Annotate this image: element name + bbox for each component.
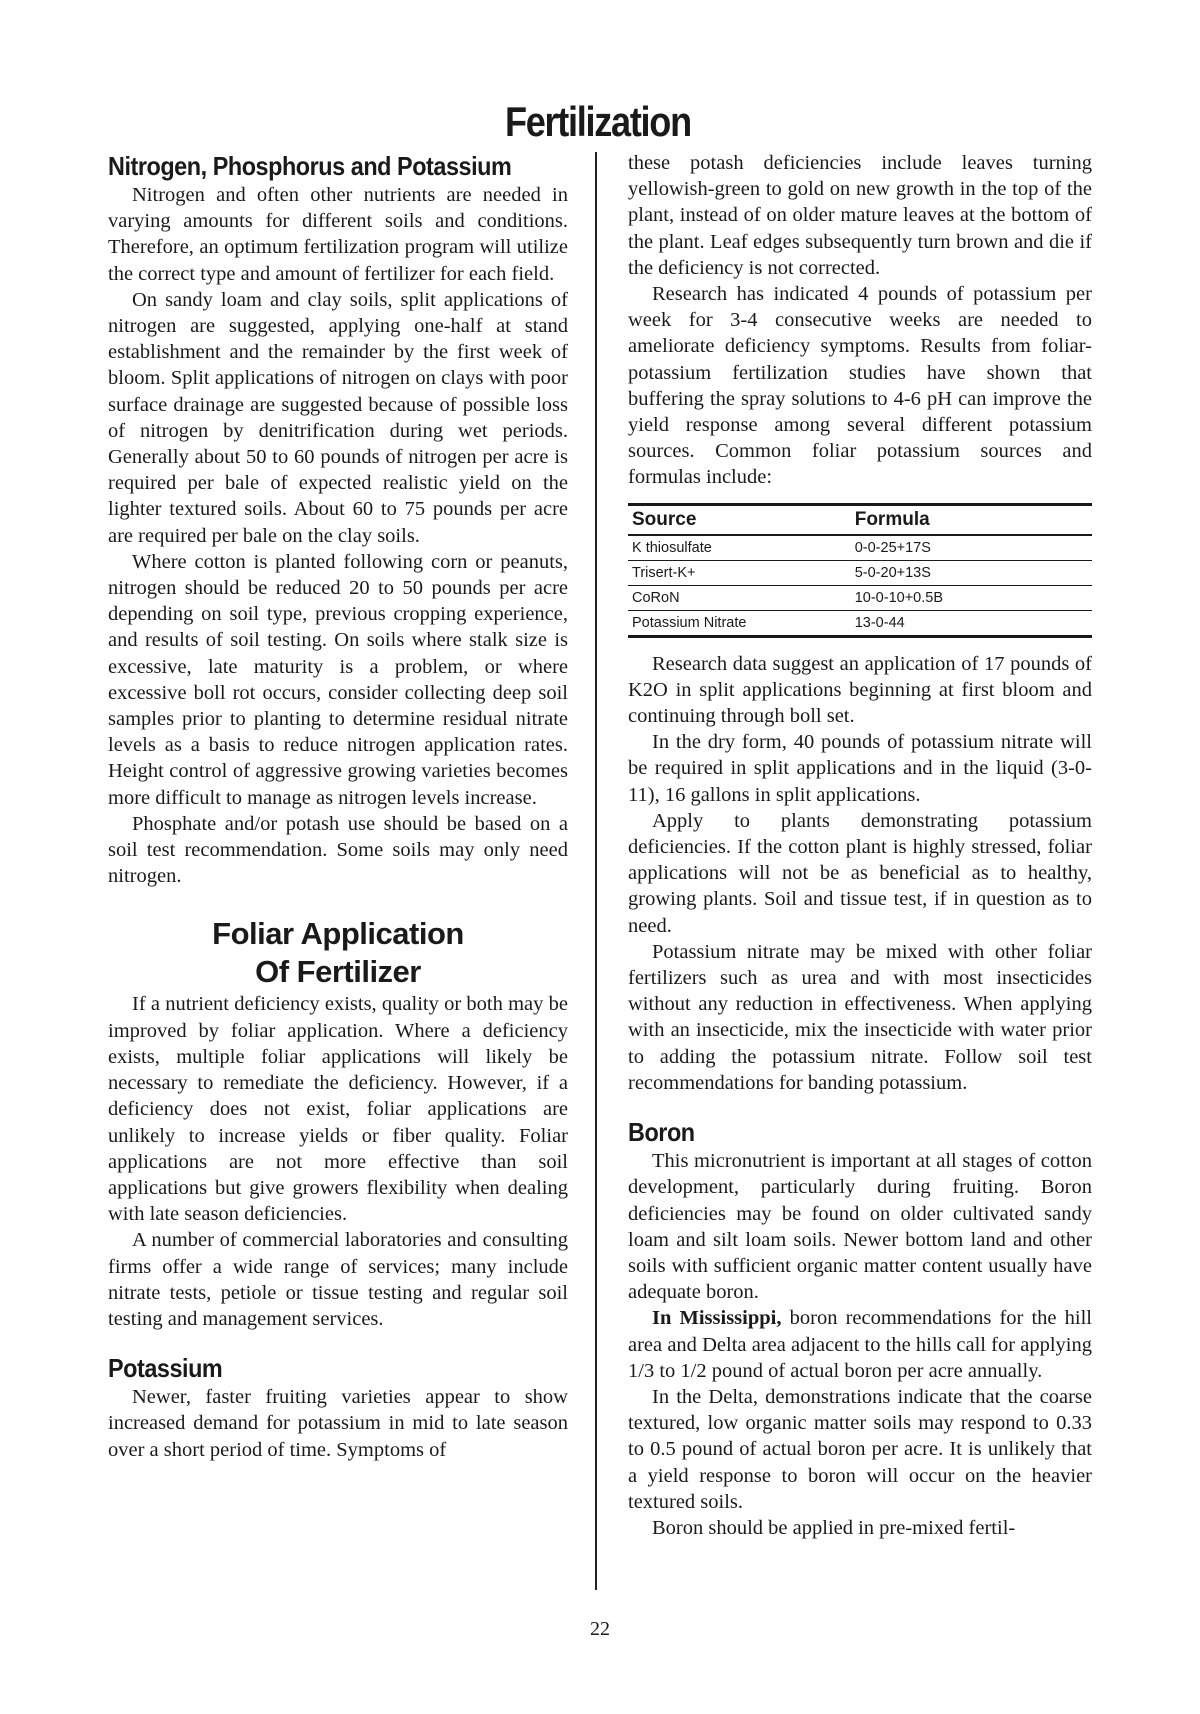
right-column (628, 150, 1092, 1541)
boron-paragraph-3: In the Delta, demonstrations indicate that the coarse textured, low organic matter soils may respond to 0.33 to 0.5 pound of actual boron per acre. It is unlikely that a yield response to boron will occur on the heavier textured soils. (628, 1385, 1092, 1513)
foliar-paragraph-2: A number of commercial laboratories and consulting firms offer a wide range of services; many include nitrate tests, petiole or tissue testing and regular soil testing and management services. (108, 1229, 568, 1330)
page-title: Fertilization (504, 98, 691, 145)
section-heading-boron: Boron (628, 1117, 695, 1148)
section-heading-potassium: Potassium (108, 1353, 223, 1384)
potassium-cont-paragraph-2: Research has indicated 4 pounds of potassium per week for 3-4 consecutive weeks are needed to ameliorate deficiency symptoms. Results from foliar-potassium fertilization studies have shown that buffering the spray solutions to 4-6 pH can improve the yield response among several different potassium sources. Common foliar potassium sources and formulas include: (628, 283, 1092, 489)
table-cell-formula: 5-0-20+13S (851, 560, 1092, 585)
table-cell-source: Trisert-K+ (628, 560, 851, 585)
table-row (628, 585, 1092, 610)
potassium-after-paragraph-2: In the dry form, 40 pounds of potassium nitrate will be required in split applications and in the liquid (3-0-11), 16 gallons in split applications. (628, 731, 1092, 806)
table-cell-source: K thiosulfate (628, 535, 851, 561)
table-cell-formula: 13-0-44 (851, 610, 1092, 636)
section-heading-npk: Nitrogen, Phosphorus and Potassium (108, 151, 512, 181)
table-row (628, 535, 1092, 561)
boron-paragraph-2-rest: boron recommendations for the hill area and Delta area adjacent to the hills call for applying 1/3 to 1/2 pound of actual boron per acre annually. (628, 1307, 1092, 1382)
potassium-after-paragraph-3: Apply to plants demonstrating potassium deficiencies. If the cotton plant is highly stressed, foliar applications will not be as beneficial as to healthy, growing plants. Soil and tissue test, if in question as to need. (628, 809, 1092, 937)
potassium-sources-table (628, 503, 1092, 638)
potassium-after-paragraph-4: Potassium nitrate may be mixed with other foliar fertilizers such as urea and with most insecticides without any reduction in effectiveness. When applying with an insecticide, mix the insecticide with water prior to adding the potassium nitrate. Follow soil test recommendations for banding potassium. (628, 940, 1092, 1094)
table-cell-formula: 0-0-25+17S (851, 535, 1092, 561)
boron-paragraph-4: Boron should be applied in pre-mixed fertil- (652, 1516, 1016, 1539)
column-divider (595, 152, 597, 1590)
table-row (628, 610, 1092, 636)
npk-paragraph-4: Phosphate and/or potash use should be based on a soil test recommendation. Some soils may only need nitrogen. (108, 812, 568, 888)
left-column (108, 150, 568, 1463)
section-heading-foliar-line1: Foliar Application (212, 916, 464, 952)
npk-paragraph-1: Nitrogen and often other nutrients are needed in varying amounts for different soils and conditions. Therefore, an optimum fertilization program will utilize the correct type and amount of fertilizer for each field. (108, 184, 568, 285)
table-header-formula: Formula (851, 504, 1092, 535)
boron-paragraph-2 (628, 1305, 1092, 1384)
table-row (628, 560, 1092, 585)
table-cell-source: CoRoN (628, 585, 851, 610)
potassium-paragraph-1: Newer, faster fruiting varieties appear to show increased demand for potassium in mid to late season over a short period of time. Symptoms of (108, 1386, 568, 1461)
potassium-after-paragraph-1: Research data suggest an application of 17 pounds of K2O in split applications beginning at first bloom and continuing through boll set. (628, 652, 1092, 728)
table-cell-formula: 10-0-10+0.5B (851, 585, 1092, 610)
table-header-source: Source (628, 504, 851, 535)
boron-paragraph-1: This micronutrient is important at all stages of cotton development, particularly during fruiting. Boron deficiencies may be found on older cultivated sandy loam and silt loam soils. Newer bottom land and other soils with sufficient organic matter content usually have adequate boron. (628, 1150, 1092, 1304)
table-header-row (628, 504, 1092, 535)
npk-paragraph-2: On sandy loam and clay soils, split applications of nitrogen are suggested, applying one-half at stand establishment and the remainder by the first week of bloom. Split applications of nitrogen on clays with poor surface drainage are suggested because of possible loss of nitrogen by denitrification during wet periods. Generally about 50 to 60 pounds of nitrogen per acre is required per bale of expected realistic yield on the lighter textured soils. About 60 to 75 pounds per acre are required per bale on the clay soils. (108, 288, 568, 547)
section-heading-foliar-line2: Of Fertilizer (255, 954, 421, 990)
foliar-paragraph-1: If a nutrient deficiency exists, quality or both may be improved by foliar application. Where a deficiency exists, multiple foliar applications will likely be necessary to remediate the deficiency. However, if a deficiency does not exist, foliar applications are unlikely to increase yields or fiber quality. Foliar applications are not more effective than soil applications but give growers flexibility when dealing with late season deficiencies. (108, 993, 568, 1226)
potassium-cont-paragraph-1: these potash deficiencies include leaves turning yellowish-green to gold on new growth in the top of the plant, instead of on older mature leaves at the bottom of the plant. Leaf edges subsequently turn brown and die if the deficiency is not corrected. (628, 152, 1092, 279)
npk-paragraph-3: Where cotton is planted following corn or peanuts, nitrogen should be reduced 20 to 50 pounds per acre depending on soil type, previous cropping experience, and results of soil testing. On soils where stalk size is excessive, late maturity is a problem, or where excessive boll rot occurs, consider collecting deep soil samples prior to planting to determine residual nitrate levels as a basis to reduce nitrogen application rates. Height control of aggressive growing varieties becomes more difficult to manage as nitrogen levels increase. (108, 550, 568, 809)
boron-paragraph-2-lead: In Mississippi, (652, 1307, 782, 1330)
page-number: 22 (590, 1618, 610, 1640)
table-cell-source: Potassium Nitrate (628, 610, 851, 636)
